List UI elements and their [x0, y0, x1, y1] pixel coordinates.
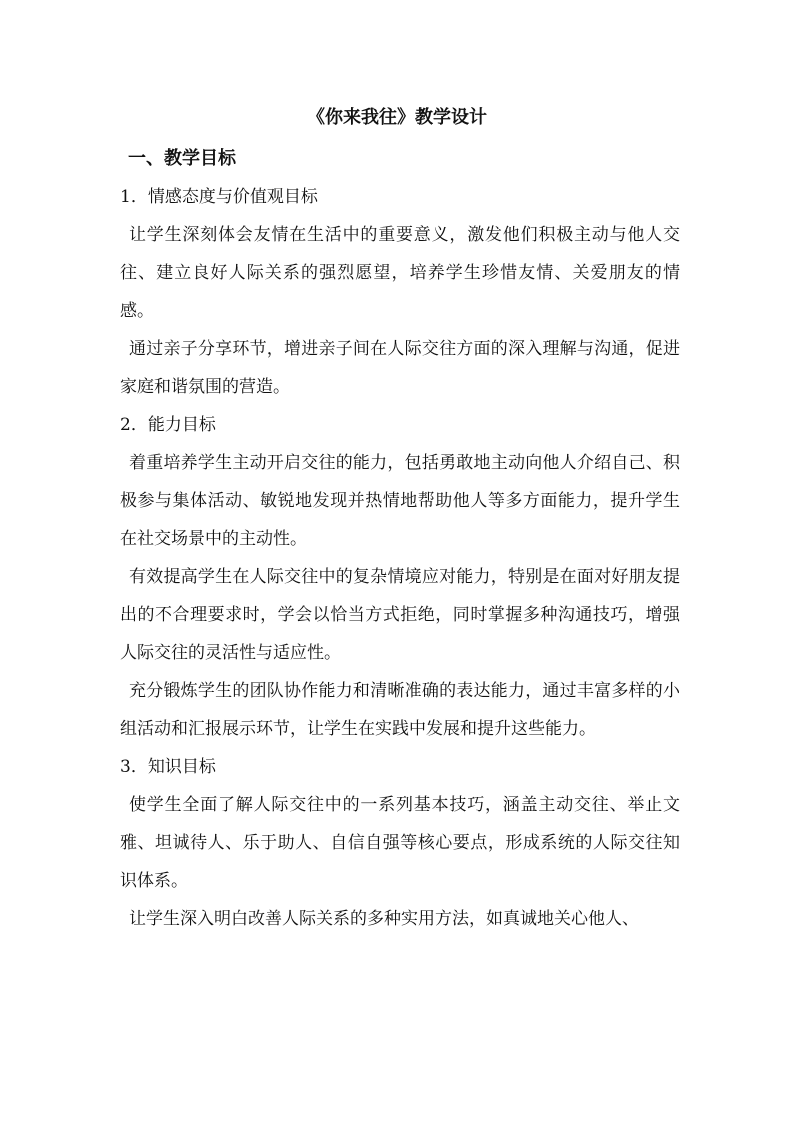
paragraph: 使学生全面了解人际交往中的一系列基本技巧，涵盖主动交往、举止文雅、坦诚待人、乐于助人、自信自强等核心要点，形成系统的人际交往知识体系。	[120, 795, 680, 891]
subheading-ability-goals: 2．能力目标	[120, 415, 216, 435]
paragraph: 着重培养学生主动开启交往的能力，包括勇敢地主动向他人介绍自己、积极参与集体活动、敏锐地发现并热情地帮助他人等多方面能力，提升学生在社交场景中的主动性。	[120, 453, 680, 549]
subheading-emotion-goals: 1．情感态度与价值观目标	[120, 187, 318, 207]
section-heading-teaching-goals: 一、教学目标	[128, 148, 236, 169]
document-body	[120, 140, 680, 938]
paragraph: 通过亲子分享环节，增进亲子间在人际交往方面的深入理解与沟通，促进家庭和谐氛围的营造。	[120, 339, 680, 397]
subheading-knowledge-goals: 3．知识目标	[120, 757, 216, 777]
paragraph: 让学生深刻体会友情在生活中的重要意义，激发他们积极主动与他人交往、建立良好人际关系的强烈愿望，培养学生珍惜友情、关爱朋友的情感。	[120, 225, 680, 321]
paragraph: 让学生深入明白改善人际关系的多种实用方法，如真诚地关心他人、	[129, 909, 639, 929]
paragraph: 充分锻炼学生的团队协作能力和清晰准确的表达能力，通过丰富多样的小组活动和汇报展示环节，让学生在实践中发展和提升这些能力。	[120, 681, 680, 739]
document-title: 《你来我往》教学设计	[307, 107, 487, 128]
paragraph: 有效提高学生在人际交往中的复杂情境应对能力，特别是在面对好朋友提出的不合理要求时，学会以恰当方式拒绝，同时掌握多种沟通技巧，增强人际交往的灵活性与适应性。	[120, 567, 680, 663]
